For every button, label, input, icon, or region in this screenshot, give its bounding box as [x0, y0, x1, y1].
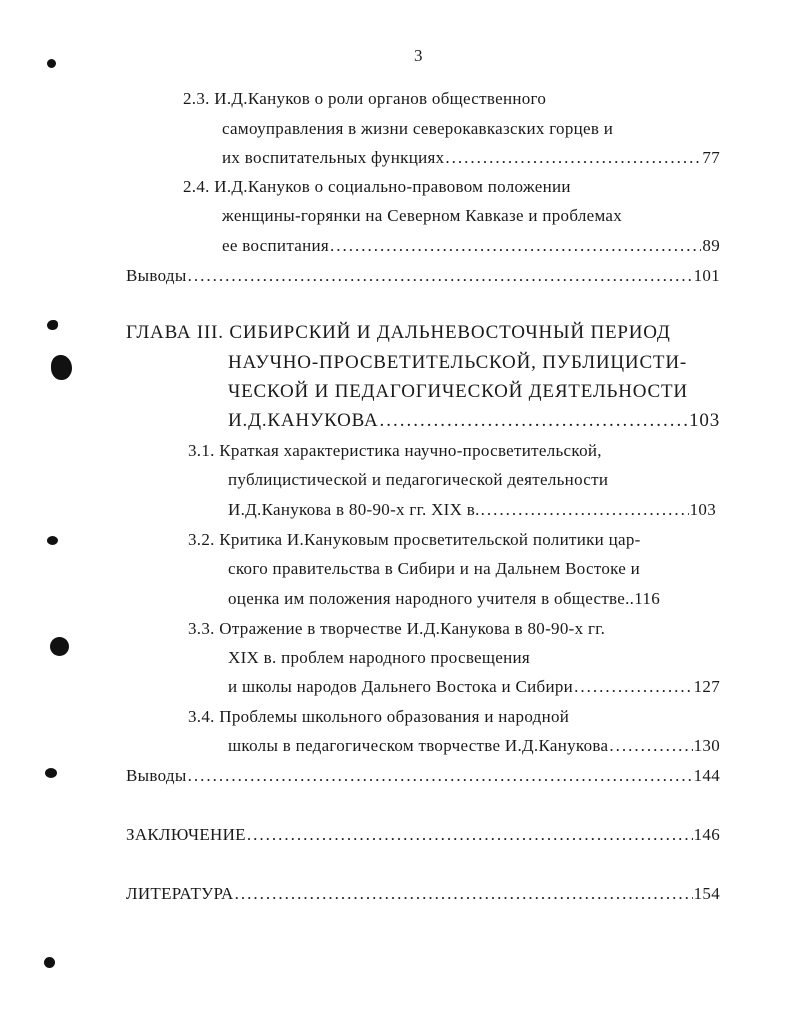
toc-3-2-page: 116 [634, 589, 660, 608]
page-number: 3 [414, 46, 423, 65]
toc-3-2-line2: ского правительства в Сибири и на Дальнем Востоке и [228, 559, 641, 578]
toc-literature-page: 154 [693, 884, 720, 903]
toc-3-2-entry[interactable] [228, 589, 720, 609]
punch-hole-mark [44, 957, 55, 968]
toc-conclusion-page: 146 [693, 825, 720, 844]
toc-3-3-entry[interactable] [228, 677, 720, 697]
toc-3-2-line1: 3.2. Критика И.Кануковым просветительской политики цар- [188, 530, 641, 549]
dot-leader [188, 766, 693, 786]
dot-leader [574, 677, 693, 697]
punch-hole-mark [51, 355, 72, 380]
dot-leader [379, 410, 688, 432]
chapter-3-line1: ГЛАВА III. СИБИРСКИЙ И ДАЛЬНЕВОСТОЧНЫЙ ПЕРИОД [126, 322, 671, 343]
toc-3-1-page: 103 [689, 500, 716, 519]
toc-conclusion[interactable] [126, 825, 720, 845]
toc-3-1-line2: публицистической и педагогической деятельности [228, 470, 609, 489]
dot-leader [609, 736, 692, 756]
punch-hole-mark [45, 768, 57, 778]
chapter-3-line2: НАУЧНО-ПРОСВЕТИТЕЛЬСКОЙ, ПУБЛИЦИСТИ- [228, 352, 687, 373]
toc-3-4-line2: школы в педагогическом творчестве И.Д.Канукова [228, 736, 609, 755]
chapter-3-line3: ЧЕСКОЙ И ПЕДАГОГИЧЕСКОЙ ДЕЯТЕЛЬНОСТИ [228, 381, 688, 402]
chapter-3-line4: И.Д.КАНУКОВА [228, 410, 379, 431]
toc-3-4-line1: 3.4. Проблемы школьного образования и народной [188, 707, 570, 726]
toc-3-1-line3: И.Д.Канукова в 80-90-х гг. XIX в. [228, 500, 480, 519]
toc-3-3-line2: XIX в. проблем народного просвещения [228, 648, 531, 667]
toc-conclusion-label: ЗАКЛЮЧЕНИЕ [126, 825, 246, 844]
toc-2-3-line1: 2.3. И.Д.Кануков о роли органов общественного [183, 89, 547, 108]
toc-conclusions-3[interactable] [126, 766, 720, 786]
toc-2-4-line1: 2.4. И.Д.Кануков о социально-правовом положении [183, 177, 571, 196]
toc-3-2-line3: оценка им положения народного учителя в обществе.. [228, 589, 635, 608]
toc-3-3-line1: 3.3. Отражение в творчестве И.Д.Канукова в 80-90-х гг. [188, 619, 606, 638]
chapter-3-entry[interactable] [228, 410, 720, 432]
dot-leader [235, 884, 693, 904]
toc-2-3-line2: самоуправления в жизни северокавказских горцев и [222, 119, 614, 138]
punch-hole-mark [47, 320, 58, 330]
toc-3-4-entry[interactable] [228, 736, 720, 756]
toc-2-4-line3: ее воспитания [222, 236, 330, 255]
toc-conclusions-2[interactable] [126, 266, 720, 286]
punch-hole-mark [47, 59, 56, 68]
toc-3-3-page: 127 [693, 677, 720, 696]
toc-literature[interactable] [126, 884, 720, 904]
chapter-3-page: 103 [689, 410, 720, 431]
punch-hole-mark [50, 637, 69, 656]
toc-3-1-entry[interactable] [228, 500, 716, 520]
dot-leader [247, 825, 693, 845]
toc-2-3-page: 77 [702, 148, 720, 167]
toc-2-3-line3: их воспитательных функциях [222, 148, 445, 167]
toc-2-4-page: 89 [702, 236, 720, 255]
toc-2-3-entry[interactable] [222, 148, 720, 168]
toc-2-4-line2: женщины-горянки на Северном Кавказе и проблемах [222, 206, 623, 225]
dot-leader [481, 500, 689, 520]
toc-3-4-page: 130 [693, 736, 720, 755]
dot-leader [188, 266, 693, 286]
toc-conclusions-3-label: Выводы [126, 766, 187, 785]
toc-3-3-line3: и школы народов Дальнего Востока и Сибири [228, 677, 574, 696]
dot-leader [330, 236, 701, 256]
toc-2-4-entry[interactable] [222, 236, 720, 256]
toc-literature-label: ЛИТЕРАТУРА [126, 884, 234, 903]
punch-hole-mark [47, 536, 58, 545]
toc-conclusions-2-label: Выводы [126, 266, 187, 285]
toc-3-1-line1: 3.1. Краткая характеристика научно-просветительской, [188, 441, 602, 460]
dot-leader [445, 148, 701, 168]
toc-conclusions-3-page: 144 [693, 766, 720, 785]
toc-conclusions-2-page: 101 [693, 266, 720, 285]
